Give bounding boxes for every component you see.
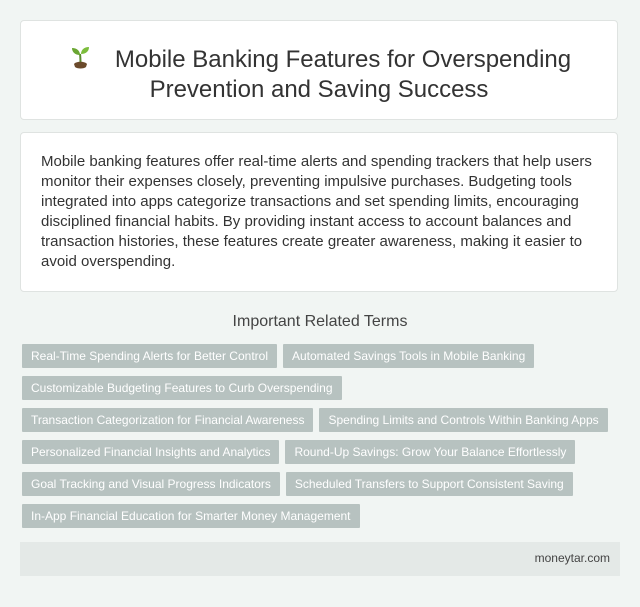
title-line-2: Prevention and Saving Success bbox=[149, 76, 489, 103]
site-link[interactable]: moneytar.com bbox=[534, 551, 610, 565]
title-line-1: Mobile Banking Features for Overspending bbox=[114, 46, 572, 73]
related-term-tag[interactable]: Goal Tracking and Visual Progress Indicators bbox=[22, 472, 280, 496]
tag-row bbox=[22, 472, 622, 496]
page-title bbox=[21, 43, 617, 105]
summary-text: Mobile banking features offer real-time alerts and spending trackers that help users monitor their expenses closely, preventing impulsive purchases. Budgeting tools integrated into apps categorize transactions and set spending limits, encouraging disciplined financial habits. By providing instant access to account balances and transaction histories, these features create greater awareness, making it easier to avoid overspending. bbox=[41, 153, 592, 270]
header-card bbox=[20, 20, 618, 120]
related-term-tag[interactable]: Real-Time Spending Alerts for Better Control bbox=[22, 344, 277, 368]
sprout-icon bbox=[67, 43, 95, 71]
related-terms-list bbox=[22, 344, 622, 536]
tag-row bbox=[22, 504, 622, 528]
related-term-tag[interactable]: Customizable Budgeting Features to Curb Overspending bbox=[22, 376, 342, 400]
tag-row bbox=[22, 440, 622, 464]
related-term-tag[interactable]: Spending Limits and Controls Within Banking Apps bbox=[319, 408, 607, 432]
summary-card bbox=[20, 132, 618, 292]
related-term-tag[interactable]: Scheduled Transfers to Support Consistent Saving bbox=[286, 472, 573, 496]
related-terms-heading: Important Related Terms bbox=[232, 313, 408, 330]
related-term-tag[interactable]: Automated Savings Tools in Mobile Banking bbox=[283, 344, 534, 368]
tag-row bbox=[22, 408, 622, 432]
related-term-tag[interactable]: In-App Financial Education for Smarter Money Management bbox=[22, 504, 360, 528]
related-term-tag[interactable]: Transaction Categorization for Financial Awareness bbox=[22, 408, 313, 432]
related-term-tag[interactable]: Personalized Financial Insights and Analytics bbox=[22, 440, 279, 464]
footer-bar bbox=[20, 542, 620, 576]
tag-row bbox=[22, 344, 622, 368]
related-term-tag[interactable]: Round-Up Savings: Grow Your Balance Effortlessly bbox=[285, 440, 575, 464]
tag-row bbox=[22, 376, 622, 400]
